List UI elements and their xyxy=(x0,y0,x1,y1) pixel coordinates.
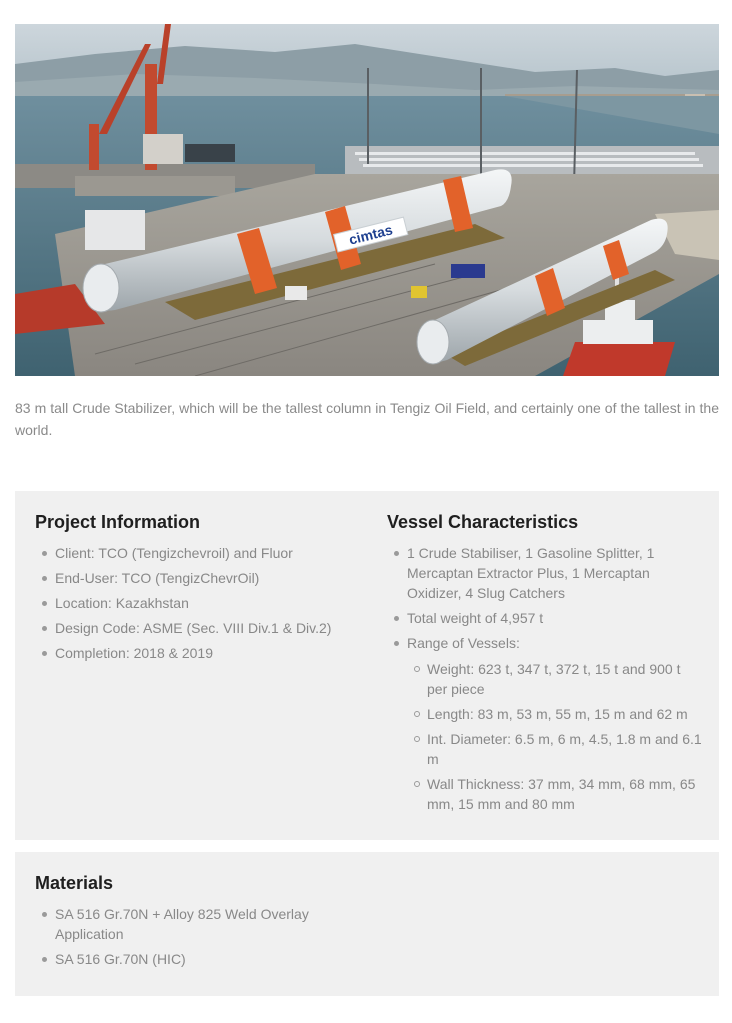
list-item-text: End-User: TCO (TengizChevrOil) xyxy=(55,570,260,586)
sublist-item-text: Wall Thickness: 37 mm, 34 mm, 68 mm, 65 mm, 15 mm and 80 mm xyxy=(427,776,696,812)
list-item-text: Client: TCO (Tengizchevroil) and Fluor xyxy=(55,545,293,561)
vessel-logo: cimtas xyxy=(347,221,395,248)
bullet-icon xyxy=(394,551,399,556)
bullet-icon xyxy=(42,626,47,631)
list-item xyxy=(35,568,355,588)
bullet-icon xyxy=(42,651,47,656)
list-item-text: 1 Crude Stabiliser, 1 Gasoline Splitter, 1 Mercaptan Extractor Plus, 1 Mercaptan Oxidizer, 4 Slug Catchers xyxy=(407,545,655,601)
sublist-item-text: Length: 83 m, 53 m, 55 m, 15 m and 62 m xyxy=(427,706,688,722)
list-item-text: Total weight of 4,957 t xyxy=(407,610,544,626)
materials-list xyxy=(35,904,355,969)
vessel-characteristics-section xyxy=(387,511,703,819)
sublist-item xyxy=(407,729,703,769)
list-item xyxy=(387,543,703,603)
list-item-text: Completion: 2018 & 2019 xyxy=(55,645,213,661)
bullet-icon xyxy=(394,616,399,621)
vessel-characteristics-list xyxy=(387,543,703,814)
list-item-text: Design Code: ASME (Sec. VIII Div.1 & Div.2) xyxy=(55,620,332,636)
materials-section xyxy=(35,872,355,974)
bullet-icon xyxy=(42,601,47,606)
bullet-icon xyxy=(42,957,47,962)
materials-panel xyxy=(15,852,719,996)
sublist-item-text: Int. Diameter: 6.5 m, 6 m, 4.5, 1.8 m and 6.1 m xyxy=(427,731,702,767)
list-item xyxy=(35,618,355,638)
photo-caption: 83 m tall Crude Stabilizer, which will be the tallest column in Tengiz Oil Field, and certainly one of the tallest in the world. xyxy=(15,400,719,438)
hero-photo xyxy=(15,24,719,376)
list-item xyxy=(35,593,355,613)
list-item xyxy=(35,904,355,944)
list-item-text: Range of Vessels: xyxy=(407,635,520,651)
project-information-section xyxy=(35,511,355,668)
list-item-text: Location: Kazakhstan xyxy=(55,595,189,611)
bullet-icon xyxy=(394,641,399,646)
sublist-item xyxy=(407,704,703,724)
list-item xyxy=(35,949,355,969)
bullet-icon xyxy=(42,912,47,917)
project-information-list xyxy=(35,543,355,663)
list-item xyxy=(35,543,355,563)
vessel-characteristics-heading: Vessel Characteristics xyxy=(387,512,579,532)
bullet-icon xyxy=(42,551,47,556)
circle-bullet-icon xyxy=(414,666,420,672)
list-item xyxy=(35,643,355,663)
circle-bullet-icon xyxy=(414,736,420,742)
list-item-text: SA 516 Gr.70N (HIC) xyxy=(55,951,186,967)
sublist-item xyxy=(407,659,703,699)
bullet-icon xyxy=(42,576,47,581)
project-information-heading: Project Information xyxy=(35,512,201,532)
circle-bullet-icon xyxy=(414,781,420,787)
sublist-item-text: Weight: 623 t, 347 t, 372 t, 15 t and 900 t per piece xyxy=(427,661,681,697)
list-item xyxy=(387,608,703,628)
materials-heading: Materials xyxy=(35,873,114,893)
sublist-item xyxy=(407,774,703,814)
vessel-range-sublist xyxy=(407,659,703,814)
list-item-text: SA 516 Gr.70N + Alloy 825 Weld Overlay Application xyxy=(55,906,309,942)
list-item xyxy=(387,633,703,814)
circle-bullet-icon xyxy=(414,711,420,717)
project-details-panel xyxy=(15,491,719,840)
